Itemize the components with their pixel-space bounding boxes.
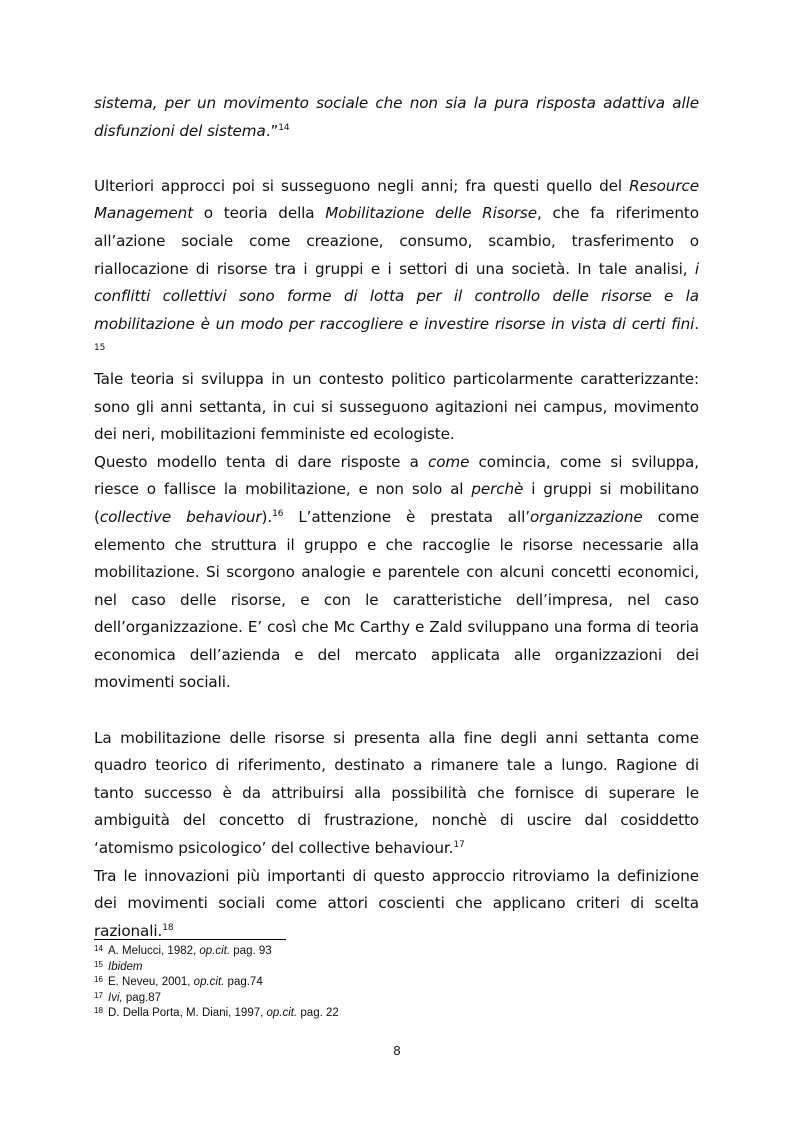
- footnote-ref: 18: [162, 922, 174, 933]
- footnote-number: 15: [94, 959, 103, 969]
- paragraph-gap: [94, 145, 699, 173]
- paragraph: [94, 173, 699, 366]
- footnote-separator: [94, 939, 286, 940]
- paragraph: [94, 863, 699, 946]
- text-span: comincia, come si sviluppa, riesce o fallisce la mobilitazione, e non solo al: [94, 452, 699, 499]
- paragraph-gap: [94, 697, 699, 725]
- text-span: Ulteriori approcci poi si susseguono negli anni; fra questi quello del: [94, 176, 630, 195]
- italic-term: Resource Management: [94, 176, 699, 223]
- footnote-text: pag. 22: [297, 1007, 339, 1019]
- footnote-ref: 16: [272, 508, 284, 519]
- text-span: .”: [265, 121, 279, 140]
- italic-term: come: [427, 452, 470, 471]
- footnote-item: [94, 944, 699, 960]
- text-span: .: [694, 314, 699, 333]
- text-span: o teoria della: [193, 204, 326, 223]
- footnote-number: 16: [94, 975, 103, 984]
- italic-term: organizzazione: [529, 507, 643, 526]
- paragraph-continuation: [94, 90, 699, 145]
- footnote-ref: 15: [94, 343, 106, 354]
- footnote-italic: op.cit.: [199, 945, 231, 957]
- text-span: Questo modello tenta di dare risposte a: [94, 452, 428, 471]
- text-span: i gruppi si mobilitano (: [94, 480, 699, 526]
- footnote-item: [94, 960, 699, 976]
- text-span: come elemento che struttura il gruppo e che raccoglie le risorse necessarie alla mobilitazione. Si scorgono analogie e parentele con alcuni concetti economici, nel caso delle risorse, e con le caratteristiche dell’impresa, nel caso dell’organizzazione. E’ così che Mc Carthy e Zald sviluppano una forma di teoria economica dell’azienda e del mercato applicata alle organizzazioni dei movimenti sociali.: [94, 507, 699, 692]
- main-text: [94, 90, 699, 945]
- italic-term: collective behaviour: [99, 507, 262, 526]
- italic-term: perchè: [471, 480, 524, 499]
- text-span: ).: [261, 507, 273, 526]
- text-span: Tale teoria si sviluppa in un contesto politico particolarmente caratterizzante: sono gli anni settanta, in cui si susseguono agitazioni nei campus, movimento dei neri, mobilitazioni femministe ed ecologiste.: [94, 369, 699, 444]
- text-span: , che fa riferimento all’azione sociale come creazione, consumo, scambio, trasferimento o riallocazione di risorse tra i gruppi e i settori di una società. In tale analisi,: [94, 204, 699, 278]
- footnote-text: D. Della Porta, M. Diani, 1997,: [108, 1007, 267, 1019]
- footnote-italic: op.cit.: [193, 976, 225, 988]
- footnote-italic: Ibidem: [108, 960, 143, 973]
- footnote-item: [94, 975, 699, 991]
- italic-term: Mobilitazione delle Risorse: [325, 204, 537, 223]
- footnote-text: pag.87: [122, 991, 162, 1004]
- footnote-ref: 14: [278, 122, 290, 133]
- text-span: Tra le innovazioni più importanti di questo approccio ritroviamo la definizione dei movimenti sociali come attori coscienti che applicano criteri di scelta razionali.: [94, 866, 699, 940]
- footnote-item: [94, 991, 699, 1007]
- paragraph: [94, 449, 699, 697]
- quote-text: sistema, per un movimento sociale che non sia la pura risposta adattiva alle disfunzioni del sistema: [94, 94, 699, 140]
- footnotes: [94, 944, 699, 1022]
- paragraph: [94, 725, 699, 863]
- footnote-text: A. Melucci, 1982,: [108, 945, 200, 957]
- footnote-text: E. Neveu, 2001,: [108, 976, 194, 988]
- text-span: La mobilitazione delle risorse si presenta alla fine degli anni settanta come quadro teorico di riferimento, destinato a rimanere tale a lungo. Ragione di tanto successo è da attribuirsi alla possibilità che fornisce di superare le ambiguità del concetto di frustrazione, nonchè di uscire dal cosiddetto ‘atomismo psicologico’ del collective behaviour.: [94, 728, 699, 858]
- italic-quote: i conflitti collettivi sono forme di lotta per il controllo delle risorse e la mobilitazione è un modo per raccogliere e investire risorse in vista di certi fini: [94, 259, 699, 333]
- footnote-italic: op.cit.: [266, 1007, 298, 1019]
- footnote-italic: Ivi,: [108, 991, 123, 1004]
- footnote-ref: 17: [453, 839, 465, 850]
- paragraph: [94, 366, 699, 449]
- footnote-item: [94, 1006, 699, 1022]
- footnote-text: pag. 93: [230, 945, 272, 957]
- text-span: L’attenzione è prestata all’: [283, 507, 530, 526]
- footnote-number: 18: [94, 1006, 103, 1015]
- page-number: 8: [393, 1043, 401, 1058]
- footnote-number: 17: [94, 990, 103, 1000]
- footnote-number: 14: [94, 944, 103, 953]
- footnote-text: pag.74: [224, 976, 263, 988]
